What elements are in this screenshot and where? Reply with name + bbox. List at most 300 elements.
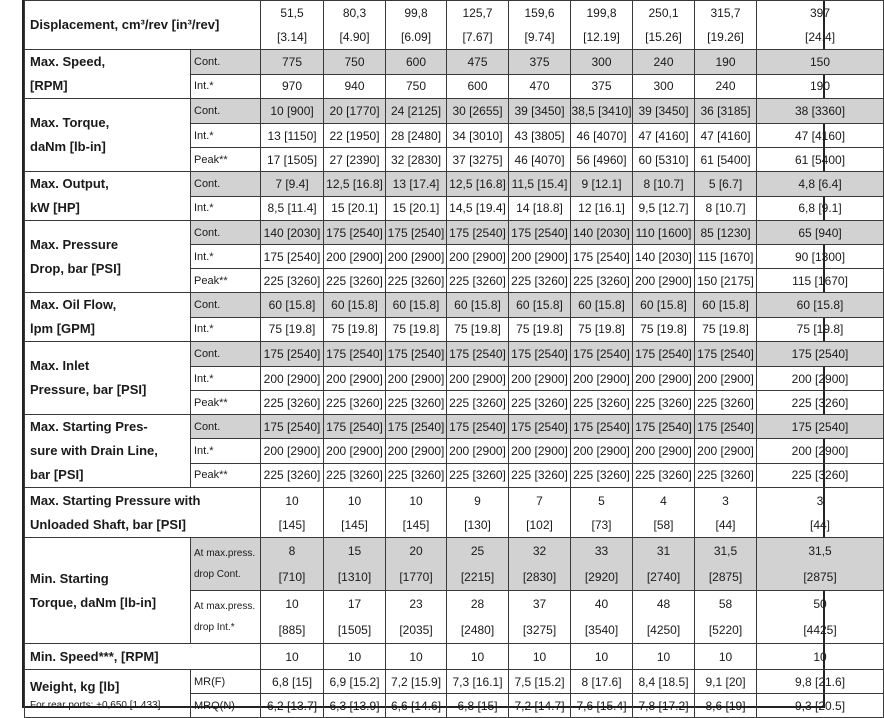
value-line: [885] <box>278 623 306 637</box>
value-line: 25 <box>470 544 485 558</box>
value-cell: 27 [2390] <box>324 148 386 172</box>
value-line: 33 <box>594 544 609 558</box>
value-cell: 175 [2540] <box>386 342 447 367</box>
value-cell: 5 [6.7] <box>695 172 757 197</box>
value-line: [2920] <box>584 570 619 584</box>
value-line: [4.90] <box>339 30 370 44</box>
motor-spec-table <box>24 0 884 718</box>
value-cell: 10 <box>695 644 757 670</box>
condition-label: MR(F) <box>191 670 261 694</box>
value-cell: 75 [19.8] <box>633 317 695 342</box>
table-row <box>25 293 884 318</box>
value-line: [4425] <box>803 623 837 637</box>
value-line: [4250] <box>646 623 681 637</box>
value-cell: 9 [12.1] <box>571 172 633 197</box>
value-cell: 10 <box>757 644 884 670</box>
value-line: [58] <box>653 517 674 532</box>
value-cell <box>447 591 509 644</box>
value-cell: 11,5 [15.4] <box>509 172 571 197</box>
value-cell: 200 [2900] <box>633 367 695 391</box>
value-cell: 175 [2540] <box>509 415 571 439</box>
value-cell: 47 [4160] <box>695 124 757 148</box>
value-line: 3 <box>816 493 824 508</box>
value-line: 99,8 <box>404 6 428 20</box>
value-cell: 240 <box>695 74 757 99</box>
value-line: [44] <box>715 517 736 532</box>
value-cell: 200 [2900] <box>509 245 571 269</box>
value-cell: 225 [3260] <box>757 391 884 415</box>
parameter-label <box>25 1 261 50</box>
value-cell: 8 [10.7] <box>633 172 695 197</box>
value-cell: 10 <box>633 644 695 670</box>
value-cell: 47 [4160] <box>633 124 695 148</box>
value-cell: 200 [2900] <box>571 367 633 391</box>
value-line: 125,7 <box>462 6 493 20</box>
value-line: 10 <box>285 493 299 508</box>
condition-label: Cont. <box>191 221 261 245</box>
parameter-label <box>25 670 191 718</box>
condition-label: Cont. <box>191 415 261 439</box>
parameter-label-line: Min. Starting <box>30 570 109 586</box>
value-cell <box>695 591 757 644</box>
value-line: [2875] <box>708 570 743 584</box>
value-cell: 7,2 [15.9] <box>386 670 447 694</box>
value-cell: 34 [3010] <box>447 124 509 148</box>
value-cell: 175 [2540] <box>447 415 509 439</box>
value-cell: 225 [3260] <box>261 463 324 487</box>
value-cell: 200 [2900] <box>261 367 324 391</box>
value-line: 397 <box>810 6 831 20</box>
value-cell: 225 [3260] <box>633 463 695 487</box>
parameter-label <box>25 644 261 670</box>
value-cell: 225 [3260] <box>571 269 633 293</box>
value-cell: 175 [2540] <box>447 342 509 367</box>
value-cell: 8 [10.7] <box>695 196 757 221</box>
value-cell: 61 [5400] <box>695 148 757 172</box>
parameter-label-line: Max. Oil Flow, <box>30 297 117 312</box>
value-cell: 6,3 [13.9] <box>324 694 386 718</box>
value-cell: 225 [3260] <box>386 269 447 293</box>
value-cell: 300 <box>633 74 695 99</box>
parameter-label <box>25 172 191 221</box>
parameter-label-line: Unloaded Shaft, bar [PSI] <box>30 516 187 532</box>
value-cell: 75 [19.8] <box>386 317 447 342</box>
value-cell: 225 [3260] <box>633 391 695 415</box>
value-line: [3275] <box>522 623 557 637</box>
value-cell: 47 [4160] <box>757 124 884 148</box>
value-cell: 13 [17.4] <box>386 172 447 197</box>
parameter-label <box>25 342 191 415</box>
value-cell: 60 [15.8] <box>757 293 884 318</box>
value-cell: 475 <box>447 50 509 75</box>
value-cell: 600 <box>386 50 447 75</box>
value-cell: 225 [3260] <box>261 391 324 415</box>
value-cell: 970 <box>261 74 324 99</box>
condition-label: Cont. <box>191 342 261 367</box>
parameter-label-line: daNm [lb-in] <box>30 139 106 154</box>
table-row <box>25 342 884 367</box>
value-cell: 225 [3260] <box>509 391 571 415</box>
value-cell <box>757 1 884 50</box>
parameter-label-line: kW [HP] <box>30 200 80 215</box>
value-cell: 175 [2540] <box>261 342 324 367</box>
value-line: [3540] <box>584 623 619 637</box>
value-cell: 39 [3450] <box>509 99 571 124</box>
value-cell: 225 [3260] <box>447 269 509 293</box>
value-cell <box>509 1 571 50</box>
value-cell: 28 [2480] <box>386 124 447 148</box>
value-cell: 115 [1670] <box>757 269 884 293</box>
value-cell: 10 <box>261 644 324 670</box>
value-cell: 175 [2540] <box>757 415 884 439</box>
parameter-label-line: Max. Inlet <box>30 358 90 373</box>
value-cell: 37 [3275] <box>447 148 509 172</box>
value-cell: 190 <box>695 50 757 75</box>
value-cell: 60 [15.8] <box>571 293 633 318</box>
value-line: 4 <box>660 493 667 508</box>
value-line: [2875] <box>803 570 837 584</box>
parameter-label-line: Pressure, bar [PSI] <box>30 382 147 397</box>
value-cell: 9,3 [20.5] <box>757 694 884 718</box>
value-cell: 225 [3260] <box>386 391 447 415</box>
value-cell: 200 [2900] <box>509 439 571 463</box>
value-line: [12.19] <box>583 30 620 44</box>
value-cell: 175 [2540] <box>324 221 386 245</box>
value-cell <box>757 538 884 591</box>
condition-label: Peak** <box>191 269 261 293</box>
parameter-label-line: Drop, bar [PSI] <box>30 260 122 276</box>
value-cell: 175 [2540] <box>695 342 757 367</box>
value-cell: 60 [15.8] <box>386 293 447 318</box>
parameter-label-line: Displacement, cm³/rev [in³/rev] <box>30 17 220 32</box>
value-cell: 15 [20.1] <box>324 196 386 221</box>
value-cell <box>324 1 386 50</box>
value-cell: 225 [3260] <box>261 269 324 293</box>
value-cell: 750 <box>324 50 386 75</box>
value-cell: 75 [19.8] <box>757 317 884 342</box>
value-cell: 200 [2900] <box>571 439 633 463</box>
value-cell: 200 [2900] <box>633 439 695 463</box>
value-cell: 200 [2900] <box>757 439 884 463</box>
value-cell: 7,5 [15.2] <box>509 670 571 694</box>
value-cell: 140 [2030] <box>633 245 695 269</box>
value-line: 58 <box>718 597 733 611</box>
value-cell: 90 [1300] <box>757 245 884 269</box>
value-cell: 470 <box>509 74 571 99</box>
value-cell: 10 <box>571 644 633 670</box>
value-cell: 225 [3260] <box>571 463 633 487</box>
value-cell: 175 [2540] <box>757 342 884 367</box>
value-cell <box>633 591 695 644</box>
parameter-label-line: Max. Starting Pres- <box>30 419 148 434</box>
value-cell: 240 <box>633 50 695 75</box>
value-cell: 13 [1150] <box>261 124 324 148</box>
parameter-label-line: bar [PSI] <box>30 467 84 482</box>
table-row <box>25 1 884 50</box>
value-cell: 36 [3185] <box>695 99 757 124</box>
value-cell <box>695 488 757 538</box>
value-line: [9.74] <box>524 30 555 44</box>
value-line: 8 <box>288 544 296 558</box>
value-cell: 225 [3260] <box>509 269 571 293</box>
value-cell <box>447 488 509 538</box>
value-cell: 175 [2540] <box>386 221 447 245</box>
value-cell <box>447 538 509 591</box>
value-line: 10 <box>285 597 299 611</box>
value-line: [5220] <box>708 623 743 637</box>
value-cell: 115 [1670] <box>695 245 757 269</box>
value-cell: 600 <box>447 74 509 99</box>
value-cell: 60 [15.8] <box>324 293 386 318</box>
value-line: [24.4] <box>805 30 836 44</box>
value-line: [145] <box>278 517 306 532</box>
value-cell: 14,5 [19.4] <box>447 196 509 221</box>
value-cell: 8,4 [18.5] <box>633 670 695 694</box>
value-line: 50 <box>813 597 827 611</box>
condition-label: Cont. <box>191 293 261 318</box>
value-cell: 200 [2900] <box>447 367 509 391</box>
value-line: [19.26] <box>707 30 744 44</box>
value-cell: 175 [2540] <box>261 415 324 439</box>
parameter-label-line: [RPM] <box>30 78 68 93</box>
value-cell: 7,6 [15.4] <box>571 694 633 718</box>
parameter-note: For rear ports: +0,650 [1.433] <box>30 700 161 711</box>
value-cell: 200 [2900] <box>386 245 447 269</box>
value-cell: 9,1 [20] <box>695 670 757 694</box>
condition-label: Cont. <box>191 99 261 124</box>
value-cell <box>633 488 695 538</box>
value-cell <box>695 538 757 591</box>
condition-label: Int.* <box>191 245 261 269</box>
value-cell: 61 [5400] <box>757 148 884 172</box>
value-cell: 150 <box>757 50 884 75</box>
value-cell: 12,5 [16.8] <box>324 172 386 197</box>
value-line: 31 <box>656 544 671 558</box>
value-line: 159,6 <box>524 6 555 20</box>
value-cell: 8,6 [19] <box>695 694 757 718</box>
value-line: 20 <box>409 544 423 558</box>
value-cell <box>509 488 571 538</box>
value-cell: 10 <box>509 644 571 670</box>
value-line: 315,7 <box>710 6 741 20</box>
value-cell: 9,5 [12.7] <box>633 196 695 221</box>
value-line: [15.26] <box>645 30 682 44</box>
value-cell: 175 [2540] <box>571 245 633 269</box>
parameter-label <box>25 538 191 644</box>
value-cell: 175 [2540] <box>261 245 324 269</box>
condition-label: Peak** <box>191 463 261 487</box>
parameter-label-line: Weight, kg [lb] <box>30 679 120 694</box>
value-cell: 75 [19.8] <box>447 317 509 342</box>
value-cell: 200 [2900] <box>447 439 509 463</box>
value-cell: 6,8 [15] <box>261 670 324 694</box>
condition-label: Cont. <box>191 172 261 197</box>
value-cell <box>757 591 884 644</box>
value-line: 7 <box>536 493 543 508</box>
value-cell: 39 [3450] <box>633 99 695 124</box>
value-line: [130] <box>464 517 491 532</box>
value-line: [73] <box>591 517 612 532</box>
value-cell: 43 [3805] <box>509 124 571 148</box>
value-cell: 38,5 [3410] <box>571 99 633 124</box>
value-cell: 14 [18.8] <box>509 196 571 221</box>
value-cell: 75 [19.8] <box>509 317 571 342</box>
value-cell: 375 <box>509 50 571 75</box>
value-line: [1770] <box>399 570 433 584</box>
value-cell: 200 [2900] <box>386 367 447 391</box>
value-cell: 20 [1770] <box>324 99 386 124</box>
value-cell: 60 [15.8] <box>695 293 757 318</box>
value-cell: 775 <box>261 50 324 75</box>
value-cell <box>261 1 324 50</box>
value-line: [1310] <box>337 570 372 584</box>
value-line: 31,5 <box>713 544 738 558</box>
value-cell <box>386 1 447 50</box>
condition-label: Peak** <box>191 391 261 415</box>
value-line: [7.67] <box>462 30 493 44</box>
value-line: 9 <box>474 493 481 508</box>
table-row <box>25 99 884 124</box>
condition-label: Int.* <box>191 317 261 342</box>
value-cell: 200 [2900] <box>757 367 884 391</box>
value-cell <box>509 538 571 591</box>
value-cell: 200 [2900] <box>633 269 695 293</box>
value-cell <box>261 488 324 538</box>
value-cell: 200 [2900] <box>695 367 757 391</box>
value-line: [1505] <box>337 623 372 637</box>
value-cell: 17 [1505] <box>261 148 324 172</box>
value-line: [44] <box>810 517 831 532</box>
value-line: 5 <box>598 493 605 508</box>
value-line: [2830] <box>522 570 557 584</box>
condition-label: MRQ(N) <box>191 694 261 718</box>
value-cell <box>386 488 447 538</box>
value-cell: 6,8 [9.1] <box>757 196 884 221</box>
value-cell <box>386 591 447 644</box>
value-line: [3.14] <box>277 30 308 44</box>
value-line: [145] <box>341 517 368 532</box>
value-line: 15 <box>347 544 362 558</box>
value-cell <box>757 488 884 538</box>
value-line: 37 <box>532 597 547 611</box>
value-cell: 225 [3260] <box>695 463 757 487</box>
value-cell: 750 <box>386 74 447 99</box>
value-cell: 940 <box>324 74 386 99</box>
value-cell: 225 [3260] <box>324 269 386 293</box>
value-cell: 175 [2540] <box>633 342 695 367</box>
value-line: [6.09] <box>401 30 432 44</box>
value-cell: 10 <box>324 644 386 670</box>
value-cell: 10 [900] <box>261 99 324 124</box>
value-cell: 7,3 [16.1] <box>447 670 509 694</box>
value-cell: 110 [1600] <box>633 221 695 245</box>
value-cell: 225 [3260] <box>757 463 884 487</box>
value-cell: 6,6 [14.6] <box>386 694 447 718</box>
value-cell: 85 [1230] <box>695 221 757 245</box>
table-row <box>25 538 884 591</box>
value-cell: 60 [5310] <box>633 148 695 172</box>
parameter-label-line: sure with Drain Line, <box>30 443 158 458</box>
value-cell: 56 [4960] <box>571 148 633 172</box>
condition-label: Int.* <box>191 124 261 148</box>
value-cell <box>386 538 447 591</box>
value-line: [102] <box>526 517 553 532</box>
value-cell: 190 <box>757 74 884 99</box>
value-cell: 200 [2900] <box>447 245 509 269</box>
parameter-label-line: Max. Pressure <box>30 236 119 252</box>
value-cell: 75 [19.8] <box>695 317 757 342</box>
value-cell: 175 [2540] <box>447 221 509 245</box>
value-cell <box>633 538 695 591</box>
condition-label: Int.* <box>191 367 261 391</box>
value-cell: 60 [15.8] <box>633 293 695 318</box>
parameter-label-line: Max. Output, <box>30 176 109 191</box>
value-cell: 225 [3260] <box>447 463 509 487</box>
parameter-label-line: lpm [GPM] <box>30 321 95 336</box>
parameter-label <box>25 293 191 342</box>
value-cell: 200 [2900] <box>386 439 447 463</box>
value-cell: 15 [20.1] <box>386 196 447 221</box>
value-cell: 38 [3360] <box>757 99 884 124</box>
parameter-label <box>25 415 191 488</box>
value-cell: 75 [19.8] <box>571 317 633 342</box>
condition-label: Int.* <box>191 74 261 99</box>
value-cell: 225 [3260] <box>447 391 509 415</box>
value-cell: 200 [2900] <box>695 439 757 463</box>
value-cell: 175 [2540] <box>386 415 447 439</box>
value-cell <box>571 488 633 538</box>
value-cell <box>509 591 571 644</box>
value-cell: 225 [3260] <box>324 391 386 415</box>
value-cell <box>324 538 386 591</box>
table-row <box>25 221 884 245</box>
value-cell <box>447 1 509 50</box>
value-line: [2480] <box>460 623 495 637</box>
parameter-label <box>25 99 191 172</box>
condition-label: Int.* <box>191 439 261 463</box>
condition-label: At max.press. drop Int.* <box>191 591 261 644</box>
value-cell: 225 [3260] <box>695 391 757 415</box>
condition-label: Int.* <box>191 196 261 221</box>
value-line: 48 <box>656 597 671 611</box>
value-cell <box>324 488 386 538</box>
value-line: [2740] <box>646 570 681 584</box>
value-cell <box>633 1 695 50</box>
value-cell <box>571 538 633 591</box>
value-cell: 7 [9.4] <box>261 172 324 197</box>
value-cell: 175 [2540] <box>324 415 386 439</box>
parameter-label <box>25 488 261 538</box>
value-line: [710] <box>278 570 306 584</box>
value-cell: 24 [2125] <box>386 99 447 124</box>
value-line: [2215] <box>460 570 495 584</box>
value-line: 51,5 <box>280 6 304 20</box>
value-cell: 175 [2540] <box>509 221 571 245</box>
value-cell <box>571 591 633 644</box>
table-row <box>25 50 884 75</box>
parameter-label <box>25 221 191 293</box>
value-cell: 175 [2540] <box>509 342 571 367</box>
value-line: 17 <box>347 597 362 611</box>
value-cell: 175 [2540] <box>324 342 386 367</box>
value-cell: 60 [15.8] <box>261 293 324 318</box>
table-row <box>25 415 884 439</box>
value-cell: 46 [4070] <box>571 124 633 148</box>
value-cell <box>695 1 757 50</box>
value-line: 199,8 <box>586 6 617 20</box>
table-row <box>25 488 884 538</box>
value-cell: 9,8 [21.6] <box>757 670 884 694</box>
